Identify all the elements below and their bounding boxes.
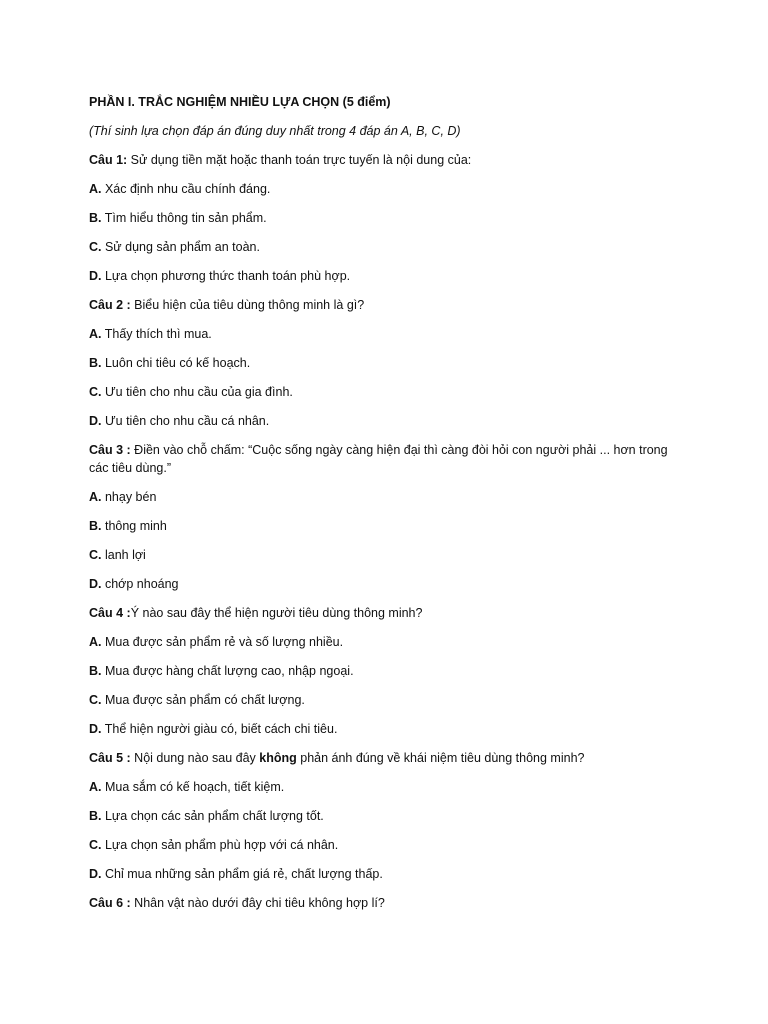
option-4d: [89, 720, 688, 738]
option-4b: [89, 662, 688, 680]
question-text-before: Nội dung nào sau đây: [130, 751, 260, 765]
question-1: [89, 151, 688, 169]
section-title: PHẦN I. TRẮC NGHIỆM NHIỀU LỰA CHỌN (5 điểm): [89, 95, 391, 109]
option-text: Lựa chọn sản phẩm phù hợp với cá nhân.: [101, 838, 339, 852]
question-label: Câu 1:: [89, 153, 128, 167]
option-5d: [89, 865, 688, 883]
option-3b: [89, 517, 688, 535]
option-text: Ưu tiên cho nhu cầu cá nhân.: [101, 414, 270, 428]
instruction-text: (Thí sinh lựa chọn đáp án đúng duy nhất trong 4 đáp án A, B, C, D): [89, 124, 461, 138]
option-letter: A.: [89, 780, 102, 794]
option-letter: A.: [89, 490, 102, 504]
option-text: Chỉ mua những sản phẩm giá rẻ, chất lượng thấp.: [101, 867, 383, 881]
option-text: nhạy bén: [101, 490, 157, 504]
option-text: Mua sắm có kế hoạch, tiết kiệm.: [101, 780, 285, 794]
option-letter: A.: [89, 327, 102, 341]
option-3c: [89, 546, 688, 564]
option-5b: [89, 807, 688, 825]
option-1b: [89, 209, 688, 227]
option-letter: D.: [89, 269, 102, 283]
option-3d: [89, 575, 688, 593]
option-text: Thấy thích thì mua.: [101, 327, 212, 341]
question-label: Câu 4 :: [89, 606, 131, 620]
option-text: lanh lợi: [101, 548, 146, 562]
option-letter: B.: [89, 809, 102, 823]
option-text: Ưu tiên cho nhu cầu của gia đình.: [101, 385, 293, 399]
question-3: [89, 441, 688, 477]
option-2b: [89, 354, 688, 372]
option-1a: [89, 180, 688, 198]
option-text: Lựa chọn phương thức thanh toán phù hợp.: [101, 269, 351, 283]
option-letter: C.: [89, 548, 102, 562]
option-letter: B.: [89, 664, 102, 678]
question-6: [89, 894, 688, 912]
question-emphasis: không: [259, 751, 297, 765]
option-text: Lựa chọn các sản phẩm chất lượng tốt.: [101, 809, 324, 823]
option-text: Mua được sản phẩm có chất lượng.: [101, 693, 305, 707]
option-letter: C.: [89, 240, 102, 254]
option-text: Mua được hàng chất lượng cao, nhập ngoại.: [101, 664, 354, 678]
option-text: Mua được sản phẩm rẻ và số lượng nhiều.: [101, 635, 344, 649]
option-4c: [89, 691, 688, 709]
question-text-after: phản ánh đúng về khái niệm tiêu dùng thông minh?: [296, 751, 585, 765]
option-2d: [89, 412, 688, 430]
option-letter: C.: [89, 693, 102, 707]
option-4a: [89, 633, 688, 651]
question-text: Sử dụng tiền mặt hoặc thanh toán trực tuyến là nội dung của:: [127, 153, 472, 167]
option-letter: C.: [89, 385, 102, 399]
option-2a: [89, 325, 688, 343]
option-text: thông minh: [101, 519, 167, 533]
option-letter: B.: [89, 519, 102, 533]
option-text: Tìm hiểu thông tin sản phẩm.: [101, 211, 267, 225]
option-letter: D.: [89, 722, 102, 736]
question-label: Câu 2 :: [89, 298, 131, 312]
question-text: Biểu hiện của tiêu dùng thông minh là gì?: [130, 298, 365, 312]
option-letter: D.: [89, 577, 102, 591]
option-letter: B.: [89, 211, 102, 225]
option-text: Xác định nhu cầu chính đáng.: [101, 182, 271, 196]
option-text: Thể hiện người giàu có, biết cách chi tiêu.: [101, 722, 338, 736]
question-2: [89, 296, 688, 314]
option-5c: [89, 836, 688, 854]
option-letter: D.: [89, 414, 102, 428]
question-4: [89, 604, 688, 622]
question-label: Câu 3 :: [89, 443, 131, 457]
option-text: chớp nhoáng: [101, 577, 179, 591]
question-label: Câu 5 :: [89, 751, 131, 765]
option-2c: [89, 383, 688, 401]
option-letter: A.: [89, 182, 102, 196]
question-5: [89, 749, 688, 767]
question-text: Điền vào chỗ chấm: “Cuộc sống ngày càng hiện đại thì càng đòi hỏi con người phải ... hơn trong các tiêu dùng.”: [89, 443, 668, 475]
option-1c: [89, 238, 688, 256]
question-label: Câu 6 :: [89, 896, 131, 910]
option-letter: B.: [89, 356, 102, 370]
option-1d: [89, 267, 688, 285]
option-text: Luôn chi tiêu có kế hoạch.: [101, 356, 251, 370]
option-text: Sử dụng sản phẩm an toàn.: [101, 240, 260, 254]
question-text: Ý nào sau đây thể hiện người tiêu dùng thông minh?: [130, 606, 423, 620]
option-5a: [89, 778, 688, 796]
option-3a: [89, 488, 688, 506]
option-letter: D.: [89, 867, 102, 881]
option-letter: A.: [89, 635, 102, 649]
question-text: Nhân vật nào dưới đây chi tiêu không hợp lí?: [130, 896, 385, 910]
option-letter: C.: [89, 838, 102, 852]
